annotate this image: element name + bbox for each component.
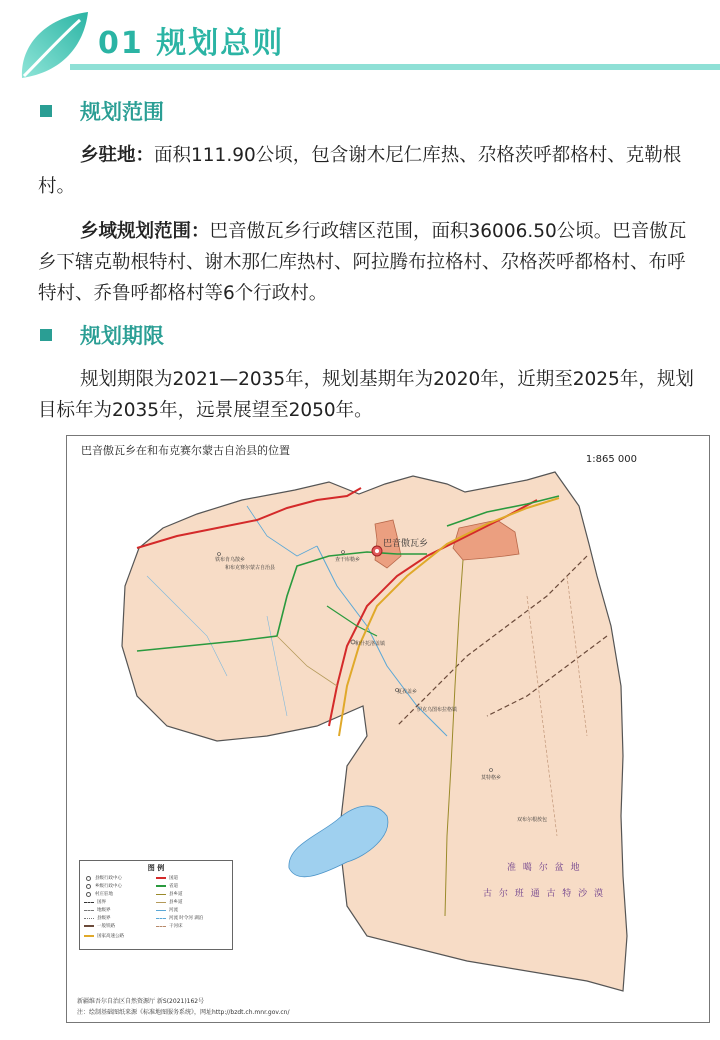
place-label: 双布尔根敖包	[517, 817, 548, 823]
header-divider	[70, 64, 720, 70]
map-approval-number: 新疆维吾尔自治区自然资源厅 新S(2021)162号	[77, 998, 205, 1005]
section-title: 规划期限	[80, 324, 164, 348]
paragraph-label: 乡域规划范围：	[80, 221, 210, 242]
legend-title: 图 例	[147, 864, 165, 872]
paragraph-text: 规划期限为2021—2035年，规划基期年为2020年，近期至2025年，规划目标年为2035年，远景展望至2050年。	[38, 369, 694, 421]
place-label: 和布克赛尔蒙古自治县	[225, 565, 276, 571]
place-label: 铁布肯乌散乡	[215, 557, 246, 563]
desert-label: 准 噶 尔 盆 地	[507, 863, 582, 873]
leaf-logo-icon	[14, 6, 94, 86]
map-title: 巴音傲瓦乡在和布克赛尔蒙古自治县的位置	[81, 444, 290, 457]
section-heading-scope	[40, 96, 164, 126]
chapter-header	[0, 0, 720, 90]
paragraph-text: 巴音傲瓦乡行政辖区范围，面积36006.50公顷。巴音傲瓦乡下辖克勒根特村、谢木那仁库热村、阿拉腾布拉格村、尕格茨呼都格村、布呼特村、乔鲁呼都格村等6个行政村。	[38, 221, 687, 304]
map-legend: 图 例 县级行政中心 乡级行政中心 村庄驻地 国界 地级界 县级界 一般铁路 国家高速公路 国道 省道 县乡道 县乡道 河流 河流 时令河 湖泊 干河床	[79, 860, 233, 950]
square-bullet-icon	[40, 105, 52, 117]
township-label: 巴音傲瓦乡	[383, 539, 429, 549]
paragraph-text: 面积111.90公顷，包含谢木尼仁库热、尕格茨呼都格村、克勒根村。	[38, 145, 682, 197]
section-heading-period	[40, 320, 164, 350]
map-source-note: 注：绘制基础图纸来源《标准地图服务系统》，网址http://bzdt.ch.mnr.gov.cn/	[77, 1009, 290, 1016]
section-title: 规划范围	[80, 100, 164, 124]
paragraph-planning-period	[38, 364, 698, 426]
paragraph-township-seat	[38, 140, 698, 202]
place-label: 和什托洛盖镇	[355, 641, 386, 647]
square-bullet-icon	[40, 329, 52, 341]
place-label: 查干库勒乡	[335, 557, 361, 563]
desert-label: 古 尔 班 通 古 特 沙 漠	[483, 889, 606, 899]
location-map	[66, 435, 710, 1023]
place-label: 莫特格乡	[481, 775, 502, 781]
place-label: 伊克乌图布拉格镇	[417, 707, 458, 713]
paragraph-label: 乡驻地：	[80, 145, 155, 166]
paragraph-planning-area	[38, 216, 698, 309]
place-label: 夏孜盖乡	[397, 689, 418, 695]
chapter-title: 01 规划总则	[98, 26, 285, 61]
map-scale: 1:865 000	[585, 454, 637, 465]
